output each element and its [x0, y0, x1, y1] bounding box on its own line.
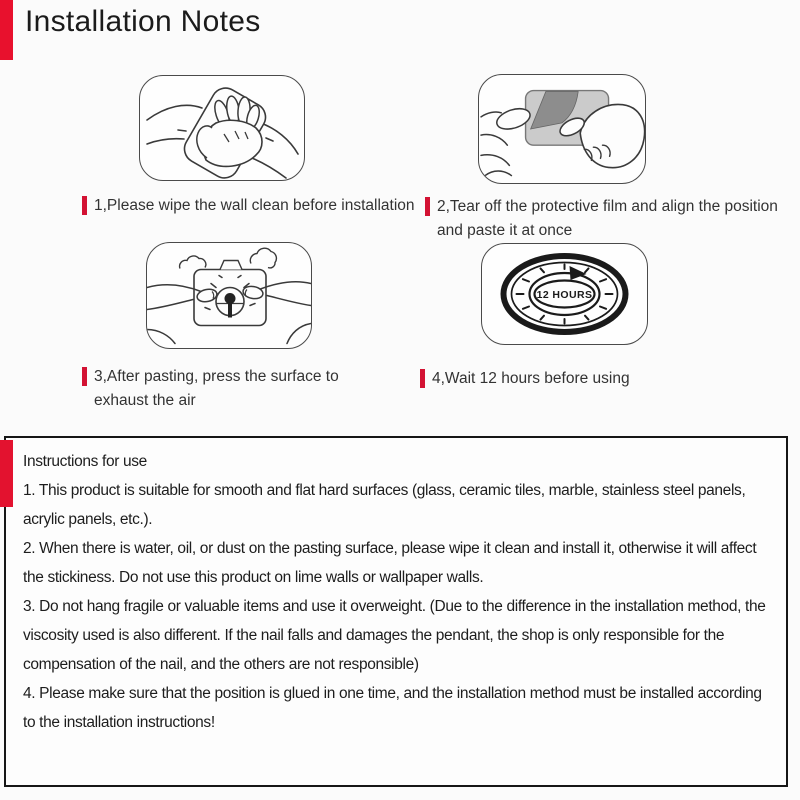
instruction-item-3: 3. Do not hang fragile or valuable items and use it overweight. (Due to the difference in the installation method, the viscosity used is also different. If the nail falls and damages the pendant, the shop is only responsible for the compensation of the nail, and the others are not responsible): [23, 598, 766, 673]
step4-caption: [420, 367, 750, 391]
step3-illustration-press-surface: [146, 242, 312, 349]
step2-illustration-tear-film: [478, 74, 646, 184]
step1-illustration-wipe-wall: [139, 75, 305, 181]
step4-caption-text: 4,Wait 12 hours before using: [432, 370, 630, 387]
header-accent-bar: [0, 0, 13, 60]
hands-peeling-film-icon: [479, 75, 645, 183]
step2-caption: [425, 195, 797, 243]
step2-caption-text: 2,Tear off the protective film and align the position and paste it at once: [437, 198, 778, 239]
step1-caption-marker: [82, 196, 87, 215]
clock-12-hours-icon: [482, 244, 647, 344]
step3-caption: [82, 365, 384, 413]
instructions-box: [4, 436, 788, 787]
instructions-accent-bar: [0, 440, 13, 507]
instruction-item-1: 1. This product is suitable for smooth and flat hard surfaces (glass, ceramic tiles, marble, stainless steel panels, acrylic panels, etc.).: [23, 482, 746, 528]
step1-caption: [82, 194, 438, 218]
step3-caption-marker: [82, 367, 87, 386]
step3-caption-text: 3,After pasting, press the surface to exhaust the air: [94, 368, 339, 409]
instruction-item-4: 4. Please make sure that the position is glued in one time, and the installation method must be installed according to the installation instructions!: [23, 685, 762, 731]
instructions-heading: Instructions for use: [23, 453, 147, 470]
fingers-pressing-icon: [147, 243, 311, 348]
step1-caption-text: 1,Please wipe the wall clean before installation: [94, 197, 415, 214]
clock-label: 12 HOURS: [536, 289, 593, 301]
page-title: Installation Notes: [25, 5, 261, 38]
step2-caption-marker: [425, 197, 430, 216]
step4-caption-marker: [420, 369, 425, 388]
hand-wiping-wall-icon: [140, 76, 304, 180]
instruction-item-2: 2. When there is water, oil, or dust on the pasting surface, please wipe it clean and install it, otherwise it will affect the stickiness. Do not use this product on lime walls or wallpaper walls.: [23, 540, 757, 586]
step4-illustration-clock: [481, 243, 648, 345]
